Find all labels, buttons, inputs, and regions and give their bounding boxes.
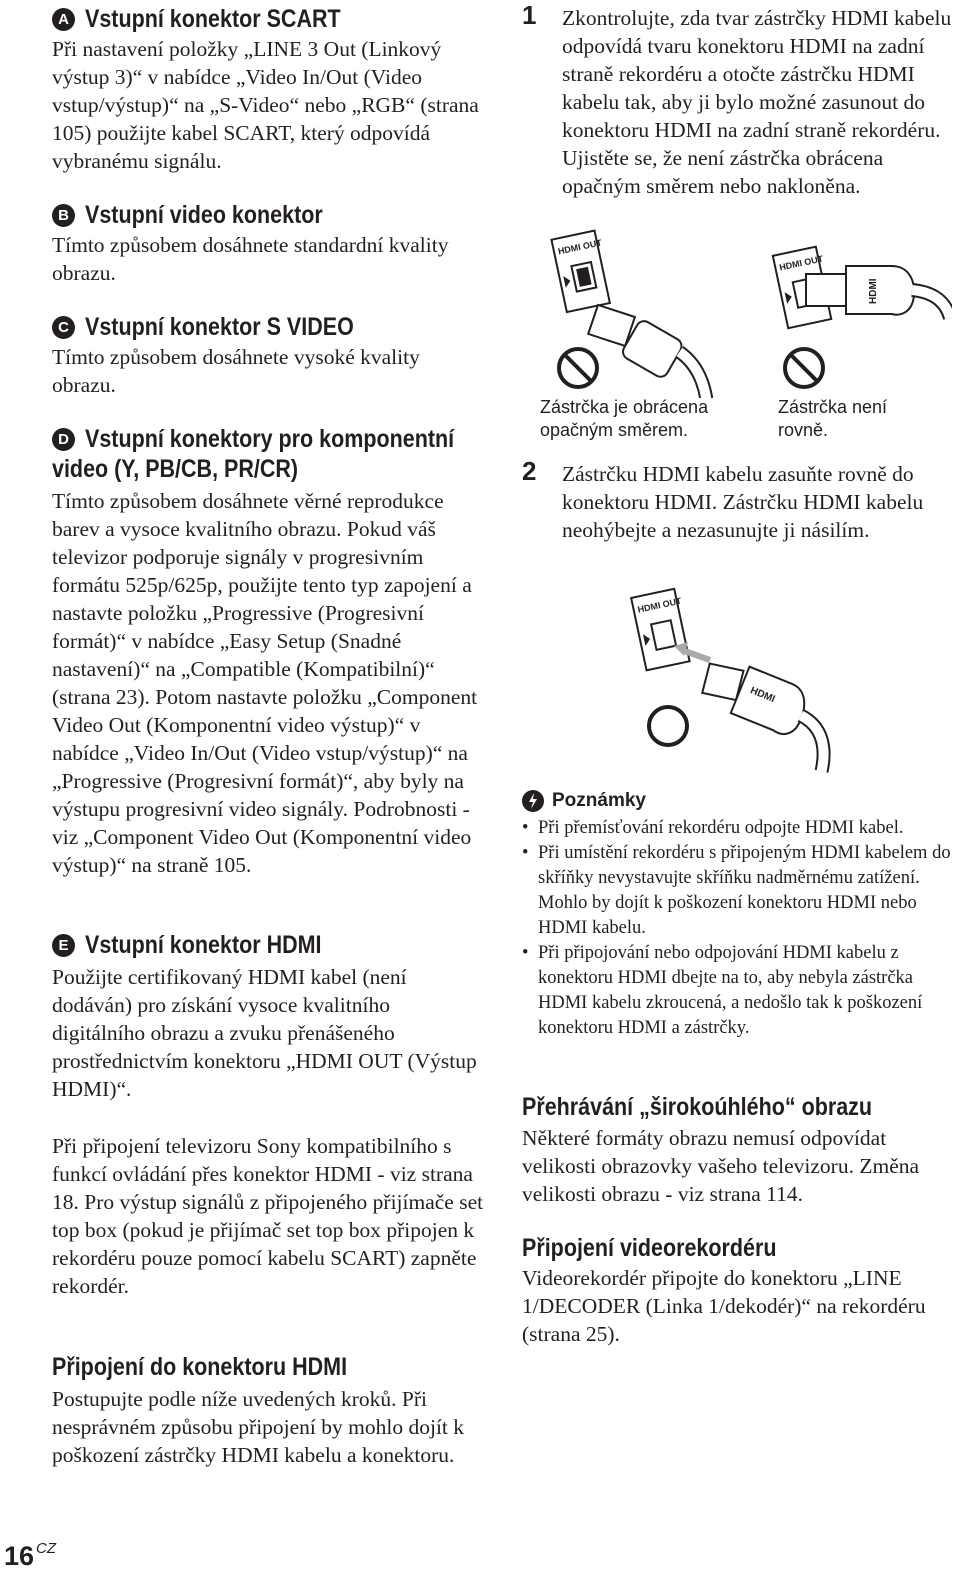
notes-list	[522, 816, 954, 1041]
section-e-badge: E	[52, 934, 75, 957]
hdmi-connection-heading	[52, 1352, 395, 1382]
section-d-heading	[52, 424, 514, 454]
section-d-title-line2: video (Y, PB/CB, PR/CR)	[52, 455, 299, 483]
ok-icon	[649, 707, 687, 745]
note-item: • Při umístění rekordéru s připojeným HDMI kabelem do skříňky nevystavujte skříňku nadměrnému zatížení. Mohlo by dojít k poškození konektoru HDMI nebo HDMI kabelu.	[522, 841, 954, 941]
vcr-heading	[522, 1233, 818, 1263]
page-number-suffix: CZ	[36, 1540, 57, 1557]
notes-title: Poznámky	[552, 790, 646, 811]
section-d-title-line2-wrap	[52, 454, 338, 484]
vcr-title: Připojení videorekordéru	[522, 1234, 777, 1262]
section-c-text: Tímto způsobem dosáhnete vysoké kvality obrazu.	[52, 345, 420, 397]
section-c-heading	[52, 312, 398, 342]
section-d-badge: D	[52, 428, 75, 451]
step-2-number: 2	[522, 456, 537, 486]
port-label-2: HDMI OUT	[778, 253, 825, 273]
section-b-text: Tímto způsobem dosáhnete standardní kvality obrazu.	[52, 233, 449, 285]
section-c-badge: C	[52, 316, 75, 339]
section-e-title: Vstupní konektor HDMI	[85, 931, 322, 959]
port-label-1: HDMI OUT	[557, 237, 603, 257]
vcr-text: Videorekordér připojte do konektoru „LINE 1/DECODER (Linka 1/dekodér)“ na rekordéru (strana 25).	[522, 1266, 926, 1346]
page-number-value: 16	[4, 1541, 35, 1571]
plug-logo-1: HDMI	[868, 278, 879, 304]
caption-wrong-direction: Zástrčka je obrácena opačným směrem.	[540, 397, 709, 440]
section-a-badge: A	[52, 8, 75, 31]
notes-heading	[522, 790, 646, 812]
section-a-text: Při nastavení položky „LINE 3 Out (Linkový výstup 3)“ v nabídce „Video In/Out (Video vstup/výstup)“ na „S-Video“ nebo „RGB“ (strana 105) použijte kabel SCART, který odpovídá vybranému signálu.	[52, 37, 479, 173]
section-a-heading	[52, 4, 382, 34]
warning-icon	[522, 790, 544, 812]
plug-correct-insertion-illustration	[622, 578, 862, 778]
widescreen-text: Některé formáty obrazu nemusí odpovídat velikosti obrazovky vašeho televizoru. Změna velikosti obrazu - viz strana 114.	[522, 1126, 920, 1206]
step-1-number: 1	[522, 0, 537, 30]
step-2-text: Zástrčku HDMI kabelu zasuňte rovně do konektoru HDMI. Zástrčku HDMI kabelu neohýbejte a nezasunujte ji násilím.	[562, 462, 924, 542]
widescreen-heading	[522, 1092, 929, 1122]
section-b-badge: B	[52, 204, 75, 227]
hdmi-connection-title: Připojení do konektoru HDMI	[52, 1353, 348, 1381]
section-b-title: Vstupní video konektor	[85, 201, 323, 229]
section-d-title-line1: Vstupní konektory pro komponentní	[85, 425, 455, 453]
plug-logo-2: HDMI	[748, 685, 777, 706]
page-number	[4, 1540, 56, 1572]
plug-not-straight-illustration	[762, 228, 952, 398]
section-e-heading	[52, 930, 360, 960]
section-c-title: Vstupní konektor S VIDEO	[85, 313, 354, 341]
note-item: • Při připojování nebo odpojování HDMI kabelu z konektoru HDMI dbejte na to, aby nebyla zástrčka HDMI kabelu zkroucená, a nedošlo tak k poškození konektoru HDMI a zástrčky.	[522, 941, 954, 1041]
section-a-title: Vstupní konektor SCART	[85, 5, 341, 33]
widescreen-title: Přehrávání „širokoúhlého“ obrazu	[522, 1093, 873, 1121]
caption-not-straight: Zástrčka není rovně.	[778, 397, 888, 440]
section-b-heading	[52, 200, 361, 230]
port-label-3: HDMI OUT	[636, 595, 683, 615]
section-e-text2: Při připojení televizoru Sony kompatibilního s funkcí ovládání přes konektor HDMI - viz strana 18. Pro výstup signálů z připojeného přijímače set top box (pokud je přijímač set top box připojen k rekordéru pouze pomocí kabelu SCART) zapněte rekordér.	[52, 1134, 484, 1298]
plug-wrong-direction-illustration	[532, 228, 762, 398]
step-1-text: Zkontrolujte, zda tvar zástrčky HDMI kabelu odpovídá tvaru konektoru HDMI na zadní straně rekordéru a otočte zástrčku HDMI kabelu tak, aby ji bylo možné zasunout do konektoru HDMI na zadní straně rekordéru. Ujistěte se, že není zástrčka obrácena opačným směrem nebo nakloněna.	[562, 6, 952, 198]
section-d-text: Tímto způsobem dosáhnete věrné reprodukce barev a vysoce kvalitního obrazu. Pokud váš televizor podporuje signály v progresivním formátu 525p/625p, použijte tento typ zapojení a nastavte položku „Progressive (Progresivní formát)“ v nabídce „Easy Setup (Snadné nastavení)“ na „Compatible (Kompatibilní)“ (strana 23). Potom nastavte položku „Component Video Out (Komponentní video výstup)“ v nabídce „Video In/Out (Video vstup/výstup)“ na „Progressive (Progresivní formát)“, aby byly na výstupu progresivní video signály. Podrobnosti - viz „Component Video Out (Komponentní video výstup)“ na straně 105.	[52, 489, 478, 877]
hdmi-connection-text: Postupujte podle níže uvedených kroků. Při nesprávném způsobu připojení by mohlo dojít k poškození zástrčky HDMI kabelu a konektoru.	[52, 1387, 465, 1467]
note-item: • Při přemísťování rekordéru odpojte HDMI kabel.	[522, 816, 954, 841]
section-e-text: Použijte certifikovaný HDMI kabel (není dodáván) pro získání vysoce kvalitního digitálního obrazu a zvuku přenášeného prostřednictvím konektoru „HDMI OUT (Výstup HDMI)“.	[52, 965, 477, 1101]
